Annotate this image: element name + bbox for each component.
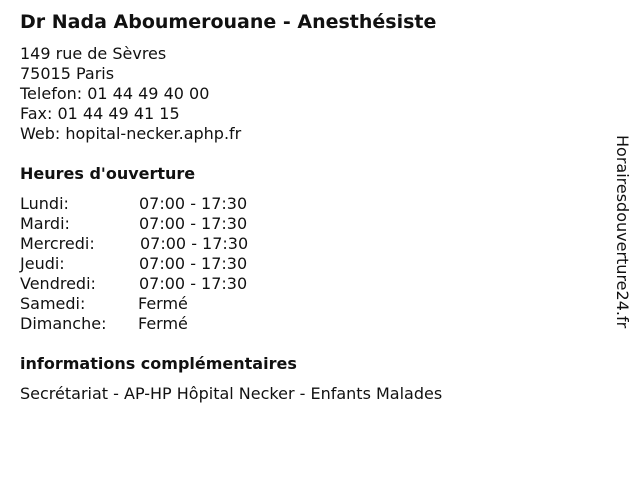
phone-number: Telefon: 01 44 49 40 00: [20, 84, 210, 103]
address-city: 75015 Paris: [20, 64, 115, 83]
day-label: Jeudi:: [20, 254, 65, 273]
hours-value: 07:00 - 17:30: [139, 214, 248, 233]
hours-value: 07:00 - 17:30: [140, 234, 249, 253]
page-title: Dr Nada Aboumerouane - Anesthésiste: [20, 11, 437, 33]
website: Web: hopital-necker.aphp.fr: [20, 124, 242, 143]
opening-hours-heading: Heures d'ouverture: [20, 164, 196, 183]
additional-info-heading: informations complémentaires: [20, 354, 297, 373]
hours-value: Fermé: [138, 294, 188, 313]
day-label: Dimanche:: [20, 314, 107, 333]
hours-value: 07:00 - 17:30: [139, 254, 248, 273]
address-street: 149 rue de Sèvres: [20, 44, 167, 63]
day-label: Samedi:: [20, 294, 86, 313]
day-label: Mercredi:: [20, 234, 95, 253]
day-label: Mardi:: [20, 214, 70, 233]
day-label: Lundi:: [20, 194, 69, 213]
site-watermark: Horairesdouverture24.fr: [613, 135, 632, 329]
fax-number: Fax: 01 44 49 41 15: [20, 104, 180, 123]
day-label: Vendredi:: [20, 274, 96, 293]
address-block: [20, 44, 241, 144]
hours-value: Fermé: [138, 314, 188, 333]
additional-info-text: Secrétariat - AP-HP Hôpital Necker - Enfants Malades: [20, 384, 443, 403]
hours-value: 07:00 - 17:30: [139, 194, 248, 213]
hours-value: 07:00 - 17:30: [139, 274, 248, 293]
